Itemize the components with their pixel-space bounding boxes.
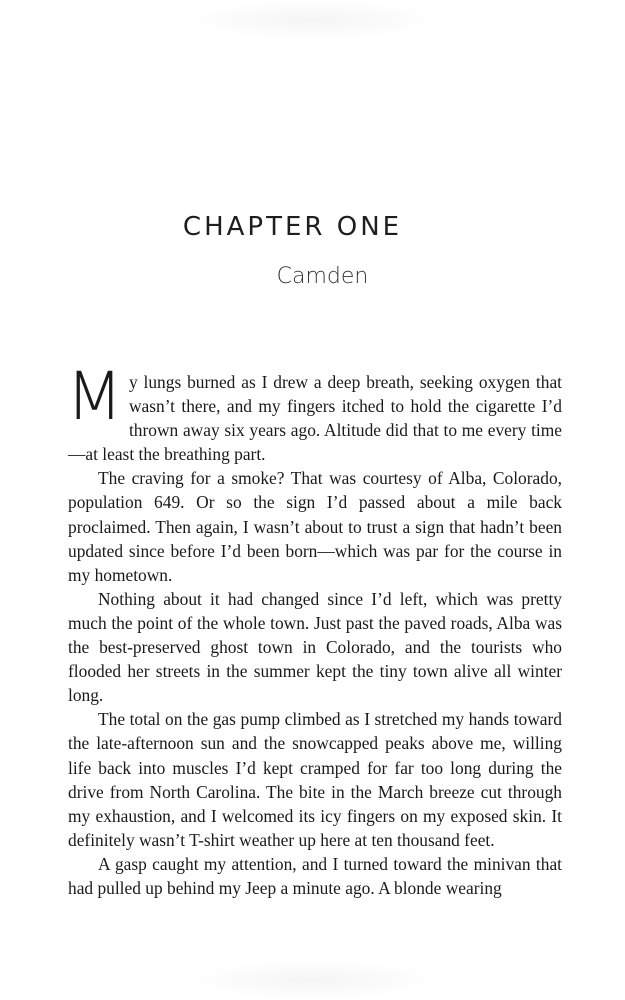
page-shadow-top [180, 0, 445, 40]
paragraph: The total on the gas pump climbed as I stretched my hands toward the late-afternoon sun and the snowcapped peaks above me, willing life back into muscles I’d kept cramped for far too long during the drive from North Carolina. The bite in the March breeze cut through my exhaustion, and I welcomed its icy fingers on my exposed skin. It definitely wasn’t T-shirt weather up here at ten thousand feet. [68, 709, 562, 850]
chapter-body [66, 358, 562, 900]
chapter-subtitle: Camden [276, 264, 369, 289]
chapter-title: CHAPTER ONE [182, 212, 403, 242]
page-shadow-bottom [180, 960, 445, 1000]
paragraph: Nothing about it had changed since I’d left, which was pretty much the point of the whole town. Just past the paved roads, Alba was the best-preserved ghost town in Colorado, and the tourists who flooded her streets in the summer kept the tiny town alive all winter long. [68, 588, 562, 706]
paragraph: A gasp caught my attention, and I turned toward the minivan that had pulled up behind my Jeep a minute ago. A blonde wearing [68, 853, 562, 898]
drop-cap: M [66, 358, 123, 435]
paragraph-text: y lungs burned as I drew a deep breath, seeking oxygen that wasn’t there, and my fingers itched to hold the cigarette I’d thrown away six years ago. Altitude did that to me every time—at least the breathing part. [68, 372, 562, 465]
paragraph [66, 358, 562, 466]
paragraph: The craving for a smoke? That was courtesy of Alba, Colorado, population 649. Or so the sign I’d passed about a mile back proclaimed. Then again, I wasn’t about to trust a sign that hadn’t been updated since before I’d been born—which was par for the course in my hometown. [68, 468, 562, 585]
